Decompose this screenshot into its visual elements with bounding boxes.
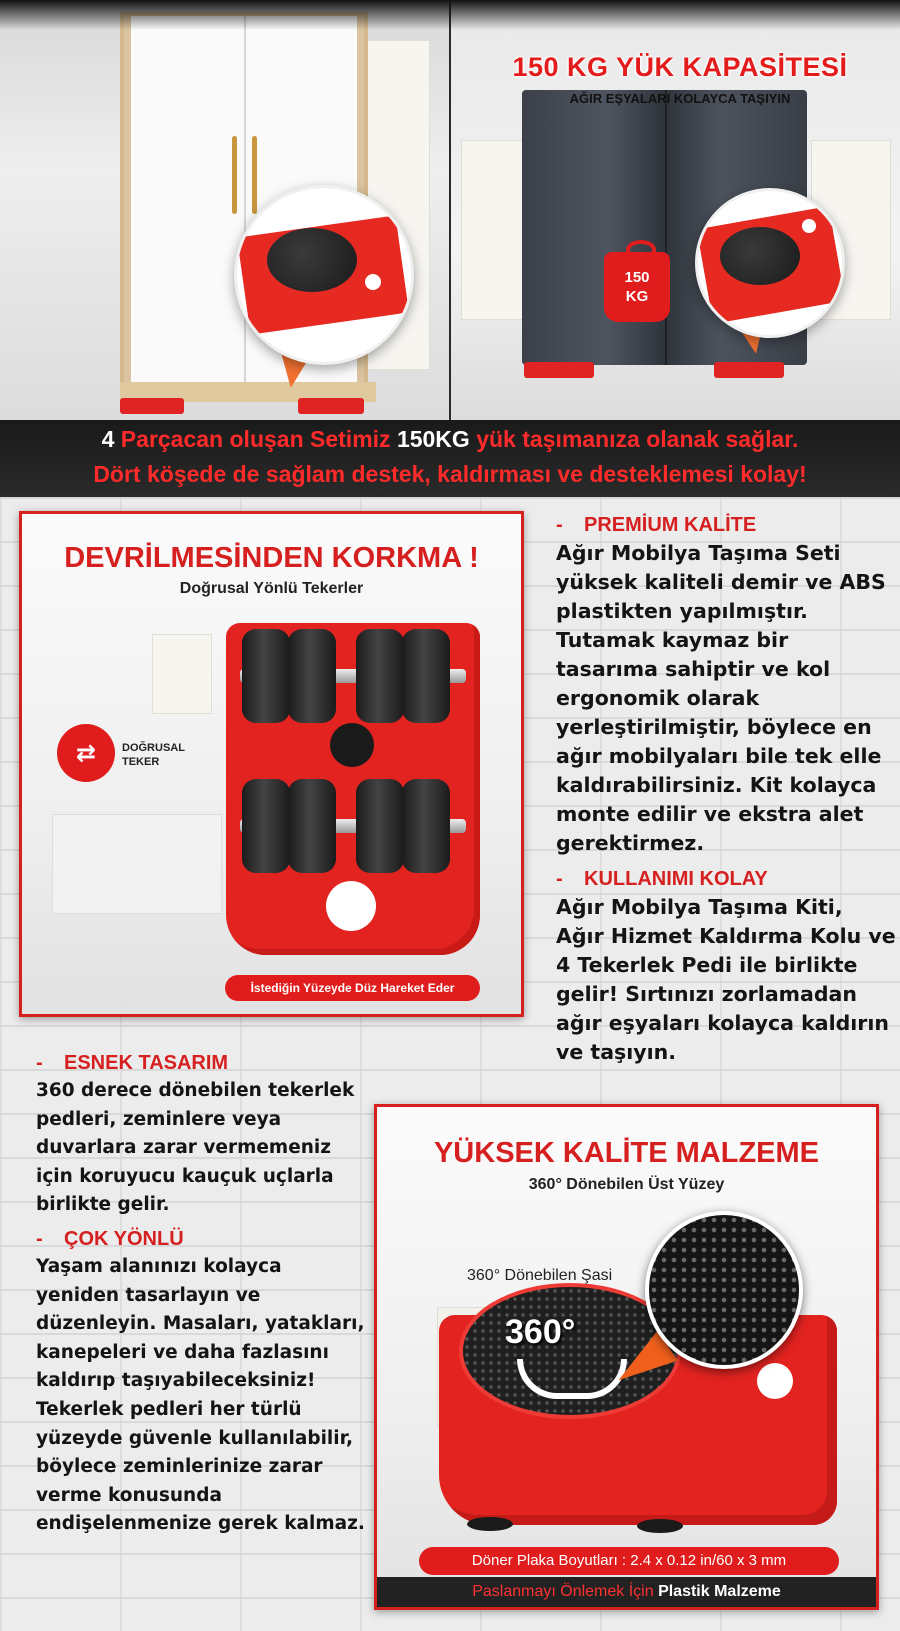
panel2-pill: Döner Plaka Boyutları : 2.4 x 0.12 in/60 x 3 mm [419,1547,839,1575]
capacity-banner [0,420,900,497]
banner-count: 4 [101,426,115,452]
feature-body: Ağır Mobilya Taşıma Kiti, Ağır Hizmet Kaldırma Kolu ve 4 Tekerlek Pedi ile birlikte gelir! Sırtınızı zorlamadan ağır eşyaları kolayca kaldırın ve taşıyın. [556,895,896,1064]
panel-stability [19,511,524,1017]
kitchen-cabinet [461,140,531,320]
panel2-subtitle: 360° Dönebilen Üst Yüzey [528,1176,725,1193]
panel1-subtitle: Doğrusal Yönlü Tekerler [179,580,364,597]
banner-capacity: 150KG [396,426,470,452]
panel1-pill: İstediğin Yüzeyde Düz Hareket Eder [225,975,480,1001]
top-shade [0,0,900,30]
arrow-label-line: TEKER [122,756,160,768]
weight-value: 150 [624,269,650,286]
mover-foot [120,398,184,414]
weight-unit: KG [625,288,649,305]
features-left [36,1052,366,1539]
chassis-label: 360° Dönebilen Şasi [467,1267,613,1284]
hero-left-scene [0,0,449,420]
feature-body: Yaşam alanınızı kolayca yeniden tasarlayın ve düzenleyin. Masaları, yatakları, kanepeleri ve daha fazlasını kaldırıp taşıyabileceksiniz! Tekerlek pedleri her türlü yüzeyde güvenle kullanılabilir, böylece zeminlerinize zarar verme konusunda endişelenmenize gerek kalmaz. [36,1255,365,1535]
material-strip [377,1577,876,1607]
panel1-title: DEVRİLMESİNDEN KORKMA ! [64,542,479,574]
wardrobe-handle [252,136,257,214]
banner-line-1 [0,426,900,453]
feature-body: 360 derece dönebilen tekerlek pedleri, zeminlere veya duvarlara zarar vermemeniz için koruyucu kauçuk uçlarla birlikte gelir. [36,1080,355,1216]
linear-wheel-label [122,741,185,769]
panel-material [374,1104,879,1610]
feature-heading [36,1228,366,1251]
texture-zoom-circle [645,1211,803,1369]
linear-arrows-icon: ⇄ [57,724,115,782]
features-right [556,514,896,1067]
mover-foot [714,362,784,378]
rubber-foot [467,1517,513,1531]
dash-icon: - [36,1227,43,1250]
feature-heading-text: ÇOK YÖNLÜ [64,1227,184,1250]
mover-foot [524,362,594,378]
degree-label: 360° [505,1313,576,1351]
weight-badge [604,252,670,322]
strip-text: Paslanmayı Önlemek İçin [472,1583,659,1600]
arrow-label-line: DOĞRUSAL [122,742,185,754]
kitchen-counter [52,814,222,914]
hero-title: 150 KG YÜK KAPASİTESİ [512,52,848,82]
dash-icon: - [556,514,563,536]
banner-line-2: Dört köşede de sağlam destek, kaldırması ve desteklemesi kolay! [93,461,807,487]
rubber-foot [637,1519,683,1533]
feature-heading [36,1052,366,1075]
mover-foot [298,398,364,414]
mover-wheels-product [226,623,480,955]
feature-heading [556,868,896,891]
kitchen-shelf [152,634,212,714]
hero-image [0,0,900,420]
banner-text: Parçacan oluşan Setimiz [114,426,397,452]
dash-icon: - [36,1052,43,1074]
feature-body: Ağır Mobilya Taşıma Seti yüksek kaliteli demir ve ABS plastikten yapılmıştır. Tutamak kaymaz bir tasarıma sahiptir ve kol ergonomik olarak yerleştirilmiştir, böylece en ağır mobilyaları bile tek elle kaldırabilirsiniz. Kit kolayca monte edilir ve ekstra alet gerektirmez. [556,541,886,855]
dash-icon: - [556,868,563,890]
strip-emphasis: Plastik Malzeme [658,1583,781,1600]
banner-text: yük taşımanıza olanak sağlar. [469,426,799,452]
feature-heading [556,514,896,537]
zoom-circle-left [234,185,414,365]
zoom-circle-right [695,188,845,338]
panel2-title: YÜKSEK KALİTE MALZEME [433,1137,820,1169]
wardrobe-handle [232,136,237,214]
hero-subtitle: AĞIR EŞYALARI KOLAYCA TAŞIYIN [569,91,791,106]
feature-heading-text: KULLANIMI KOLAY [584,868,768,890]
feature-heading-text: ESNEK TASARIM [64,1052,229,1074]
feature-heading-text: PREMİUM KALİTE [584,514,757,536]
